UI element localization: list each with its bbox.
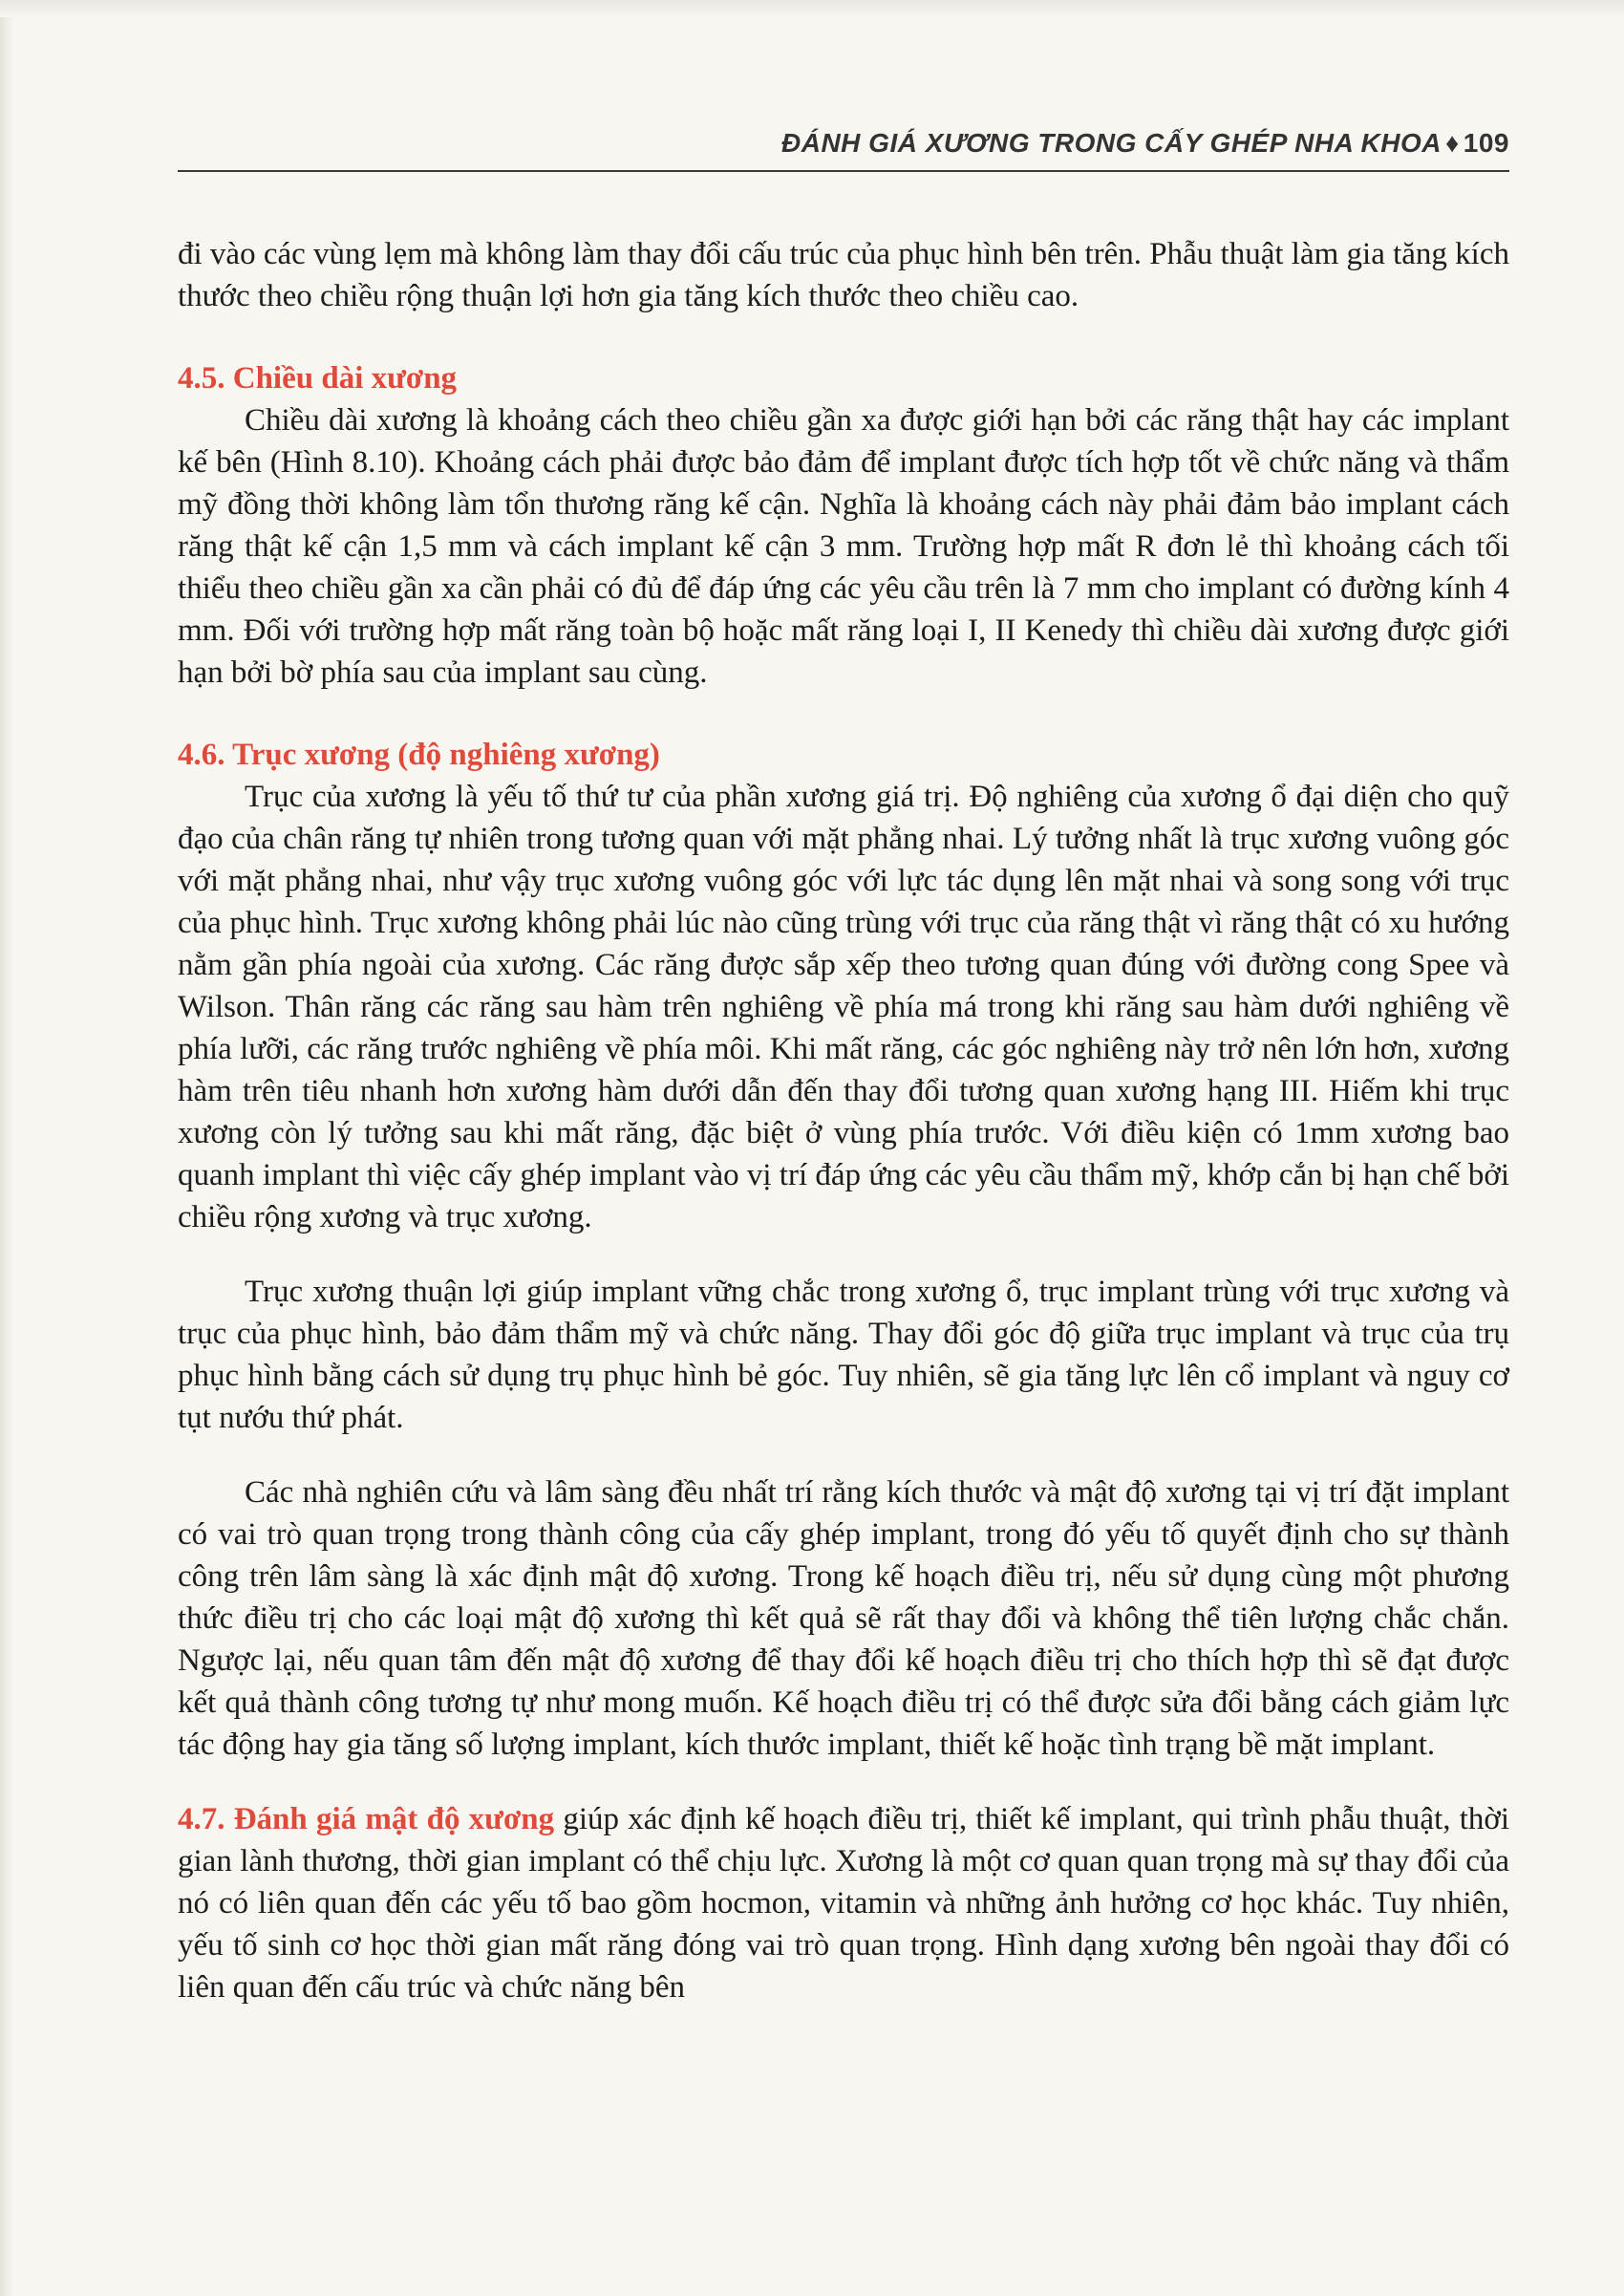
running-header — [178, 124, 1509, 172]
section-4-5-heading: 4.5. Chiều dài xương — [178, 361, 458, 396]
scan-edge-left — [0, 0, 13, 2296]
section-4-5-paragraph: Chiều dài xương là khoảng cách theo chiều gần xa được giới hạn bởi các răng thật hay các implant kế bên (Hình 8.10). Khoảng cách phải được bảo đảm để implant được tích hợp tốt về chức năng và thẩm mỹ đồng thời không làm tổn thương răng kế cận. Nghĩa là khoảng cách này phải đảm bảo implant cách răng thật kế cận 1,5 mm và cách implant kế cận 3 mm. Trường hợp mất R đơn lẻ thì khoảng cách tối thiểu theo chiều gần xa cần phải có đủ để đáp ứng các yêu cầu trên là 7 mm cho implant có đường kính 4 mm. Đối với trường hợp mất răng toàn bộ hoặc mất răng loại I, II Kenedy thì chiều dài xương được giới hạn bởi bờ phía sau của implant sau cùng. — [178, 403, 1509, 690]
header-title: ĐÁNH GIÁ XƯƠNG TRONG CẤY GHÉP NHA KHOA — [781, 128, 1442, 158]
section-4-6-heading: 4.6. Trục xương (độ nghiêng xương) — [178, 738, 660, 772]
header-separator-icon: ♦ — [1444, 128, 1460, 158]
section-4-7-text: giúp xác định kế hoạch điều trị, thiết kế implant, qui trình phẫu thuật, thời gian lành thương, thời gian implant có thể chịu lực. Xương là một cơ quan quan trọng mà sự thay đổi của nó có liên quan đến các yếu tố bao gồm hocmon, vitamin và những ảnh hưởng cơ học khác. Tuy nhiên, yếu tố sinh cơ học thời gian mất răng đóng vai trò quan trọng. Hình dạng xương bên ngoài thay đổi có liên quan đến cấu trúc và chức năng bên — [178, 1802, 1510, 2005]
page-content — [178, 233, 1509, 2008]
section-4-6-paragraph-3: Các nhà nghiên cứu và lâm sàng đều nhất trí rằng kích thước và mật độ xương tại vị trí đặt implant có vai trò quan trọng trong thành công của cấy ghép implant, trong đó yếu tố quyết định cho sự thành công trên lâm sàng là xác định mật độ xương. Trong kế hoạch điều trị, nếu sử dụng cùng một phương thức điều trị cho các loại mật độ xương thì kết quả sẽ rất thay đổi và không thể tiên lượng chắc chắn. Ngược lại, nếu quan tâm đến mật độ xương để thay đổi kế hoạch điều trị cho thích hợp thì sẽ đạt được kết quả thành công tương tự như mong muốn. Kế hoạch điều trị có thể được sửa đổi bằng cách giảm lực tác động hay gia tăng số lượng implant, kích thước implant, thiết kế hoặc tình trạng bề mặt implant. — [178, 1475, 1509, 1762]
paragraph-gap — [178, 1766, 1509, 1798]
section-4-6-paragraph-1: Trục của xương là yếu tố thứ tư của phần xương giá trị. Độ nghiêng của xương ổ đại diện cho quỹ đạo của chân răng tự nhiên trong tương quan với mặt phẳng nhai. Lý tưởng nhất là trục xương vuông góc với mặt phẳng nhai, như vậy trục xương vuông góc với lực tác dụng lên mặt nhai và song song với trục của phục hình. Trục xương không phải lúc nào cũng trùng với trục của răng thật vì răng thật có xu hướng nằm gần phía ngoài của xương. Các răng được sắp xếp theo tương quan đúng với đường cong Spee và Wilson. Thân răng các răng sau hàm trên nghiêng về phía má trong khi răng sau hàm dưới nghiêng về phía lưỡi, các răng trước nghiêng về phía môi. Khi mất răng, các góc nghiêng này trở nên lớn hơn, xương hàm trên tiêu nhanh hơn xương hàm dưới dẫn đến thay đổi tương quan xương hạng III. Hiếm khi trục xương còn lý tưởng sau khi mất răng, đặc biệt ở vùng phía trước. Với điều kiện có 1mm xương bao quanh implant thì việc cấy ghép implant vào vị trí đáp ứng các yêu cầu thẩm mỹ, khớp cắn bị hạn chế bởi chiều rộng xương và trục xương. — [178, 780, 1509, 1234]
page-number: 109 — [1463, 128, 1509, 158]
intro-paragraph: đi vào các vùng lẹm mà không làm thay đổi cấu trúc của phục hình bên trên. Phẫu thuật làm gia tăng kích thước theo chiều rộng thuận lợi hơn gia tăng kích thước theo chiều cao. — [178, 237, 1509, 313]
paragraph-gap — [178, 1238, 1509, 1271]
section-4-7-heading: 4.7. Đánh giá mật độ xương — [178, 1802, 555, 1836]
scan-edge-top — [0, 0, 1624, 17]
paragraph-gap — [178, 1439, 1509, 1471]
section-4-7-paragraph — [178, 1798, 1509, 2008]
section-4-6-paragraph-2: Trục xương thuận lợi giúp implant vững chắc trong xương ổ, trục implant trùng với trục xương và trục của phục hình, bảo đảm thẩm mỹ và chức năng. Thay đổi góc độ giữa trục implant và trục của trụ phục hình bằng cách sử dụng trụ phục hình bẻ góc. Tuy nhiên, sẽ gia tăng lực lên cổ implant và nguy cơ tụt nướu thứ phát. — [178, 1275, 1509, 1435]
